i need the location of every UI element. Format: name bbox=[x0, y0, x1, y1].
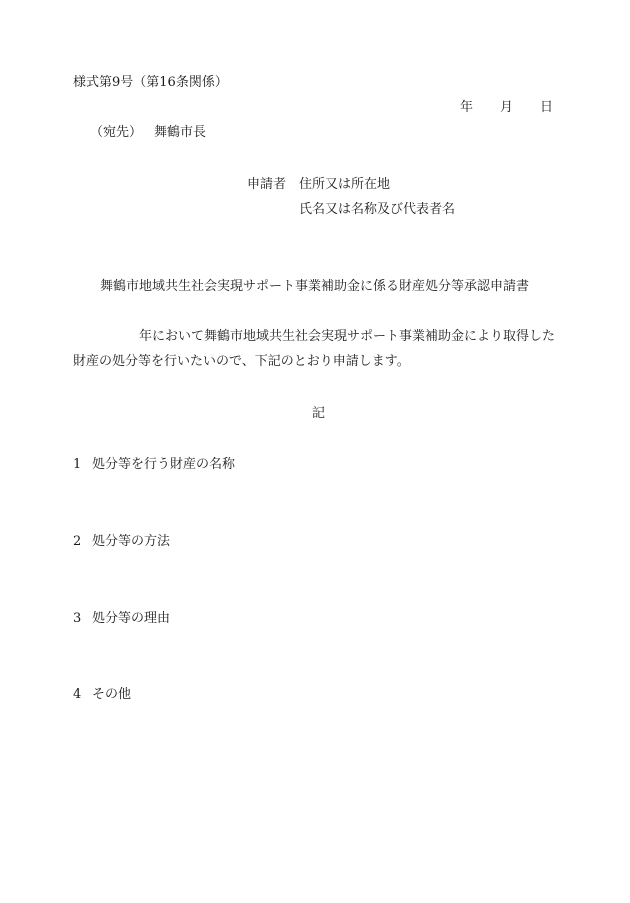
list-item bbox=[73, 458, 235, 471]
item-number: 3 bbox=[73, 611, 82, 626]
item-number: 2 bbox=[73, 534, 82, 549]
item-label: その他 bbox=[92, 687, 132, 702]
body-text-line-1: 年において舞鶴市地域共生社会実現サポート事業補助金により取得した bbox=[139, 329, 556, 344]
ki-heading: 記 bbox=[312, 406, 326, 421]
addressee-name: 舞鶴市長 bbox=[154, 125, 207, 140]
item-number: 1 bbox=[73, 457, 82, 472]
applicant-address-label: 住所又は所在地 bbox=[299, 177, 391, 192]
applicant-label: 申請者 bbox=[247, 177, 287, 192]
date-day-label: 日 bbox=[540, 100, 554, 115]
date-month-label: 月 bbox=[500, 100, 514, 115]
date-year-label: 年 bbox=[460, 100, 474, 115]
addressee bbox=[90, 126, 206, 139]
list-item bbox=[73, 612, 170, 625]
addressee-prefix: （宛先） bbox=[90, 125, 143, 140]
list-item bbox=[73, 535, 170, 548]
item-label: 処分等の方法 bbox=[92, 534, 171, 549]
form-number: 様式第9号（第16条関係） bbox=[73, 75, 228, 90]
body-text-line-2: 財産の処分等を行いたいので、下記のとおり申請します。 bbox=[73, 354, 410, 369]
date-line bbox=[460, 101, 553, 114]
item-label: 処分等の理由 bbox=[92, 611, 171, 626]
document-title: 舞鶴市地域共生社会実現サポート事業補助金に係る財産処分等承認申請書 bbox=[100, 279, 530, 294]
item-label: 処分等を行う財産の名称 bbox=[92, 457, 236, 472]
item-number: 4 bbox=[73, 687, 82, 702]
list-item bbox=[73, 688, 131, 701]
applicant-name-label: 氏名又は名称及び代表者名 bbox=[299, 202, 456, 217]
